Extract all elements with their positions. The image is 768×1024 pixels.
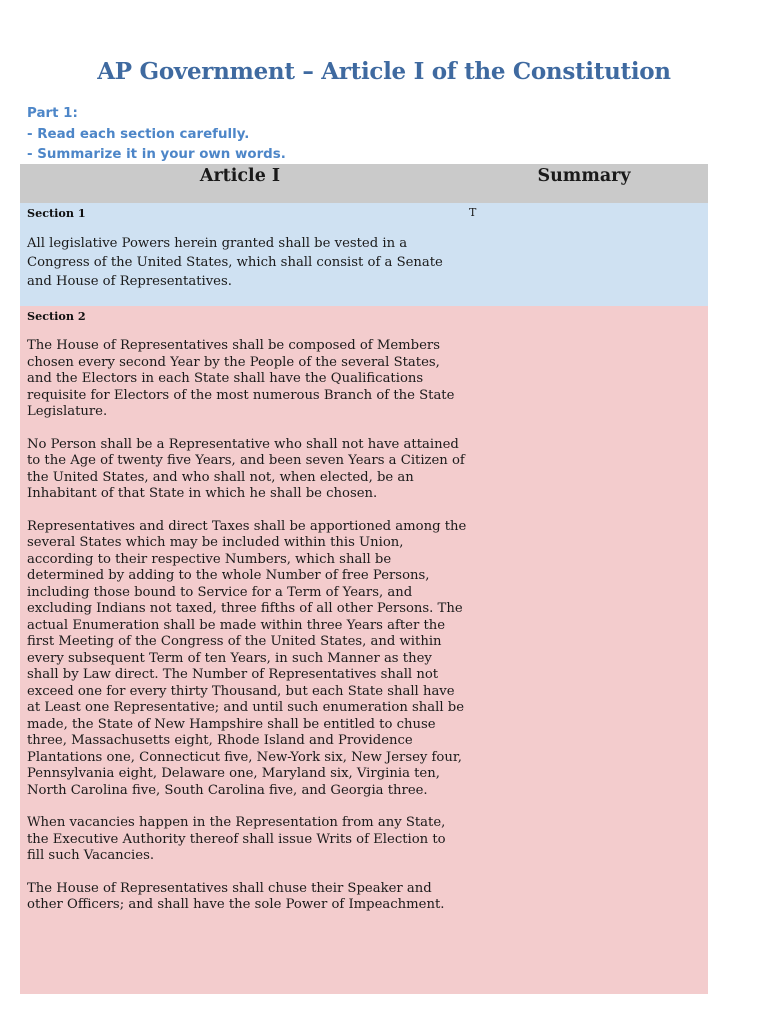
section-heading: Section 1 (27, 206, 86, 220)
column-header-summary: Summary (537, 166, 631, 186)
section-paragraph: No Person shall be a Representative who shall not have attained to the Age of twenty five Years, and been seven Years a Citizen of the United States, and who shall not, when elected, be an Inhabitant of that State in which he shall be chosen. (27, 436, 465, 501)
instruction-line: - Summarize it in your own words. (27, 147, 286, 162)
instruction-line: - Read each section carefully. (27, 126, 250, 142)
table-header-row (20, 164, 708, 203)
article-table (20, 164, 708, 994)
section-paragraph: All legislative Powers herein granted shall be vested in a Congress of the United States, which shall consist of a Senate and House of Representatives. (27, 236, 443, 289)
article-text-cell (27, 203, 467, 291)
document-title: AP Government – Article I of the Constitution (97, 58, 671, 85)
summary-cell[interactable] (469, 306, 699, 309)
section-heading: Section 2 (27, 309, 86, 323)
article-text-cell (27, 306, 467, 914)
table-row-section-1 (20, 203, 708, 306)
section-paragraph: Representatives and direct Taxes shall be apportioned among the several States which may be included within this Union, according to their respective Numbers, which shall be determined by adding to the whole Number of free Persons, including those bound to Service for a Term of Years, and excluding Indians not taxed, three fifths of all other Persons. The actual Enumeration shall be made within three Years after the first Meeting of the Congress of the United States, and within every subsequent Term of ten Years, in such Manner as they shall by Law direct. The Number of Representatives shall not exceed one for every thirty Thousand, but each State shall have at Least one Representative; and until such enumeration shall be made, the State of New Hampshire shall be entitled to chuse three, Massachusetts eight, Rhode Island and Providence Plantations one, Connecticut five, New-York six, New Jersey four, Pennsylvania eight, Delaware one, Maryland six, Virginia ten, North Carolina five, South Carolina five, and Georgia three. (27, 518, 467, 798)
instruction-line: Part 1: (27, 106, 78, 121)
column-header-article: Article I (199, 166, 281, 186)
table-row-section-2 (20, 306, 708, 994)
section-paragraph: The House of Representatives shall chuse their Speaker and other Officers; and shall have the sole Power of Impeachment. (27, 880, 445, 912)
instructions (27, 104, 286, 166)
section-paragraph: When vacancies happen in the Representation from any State, the Executive Authority thereof shall issue Writs of Election to fill such Vacancies. (27, 815, 446, 863)
section-paragraph: The House of Representatives shall be composed of Members chosen every second Year by the People of the several States, and the Electors in each State shall have the Qualifications requisite for Electors of the most numerous Branch of the State Legislature. (27, 338, 455, 419)
summary-cell[interactable]: T (469, 206, 477, 219)
